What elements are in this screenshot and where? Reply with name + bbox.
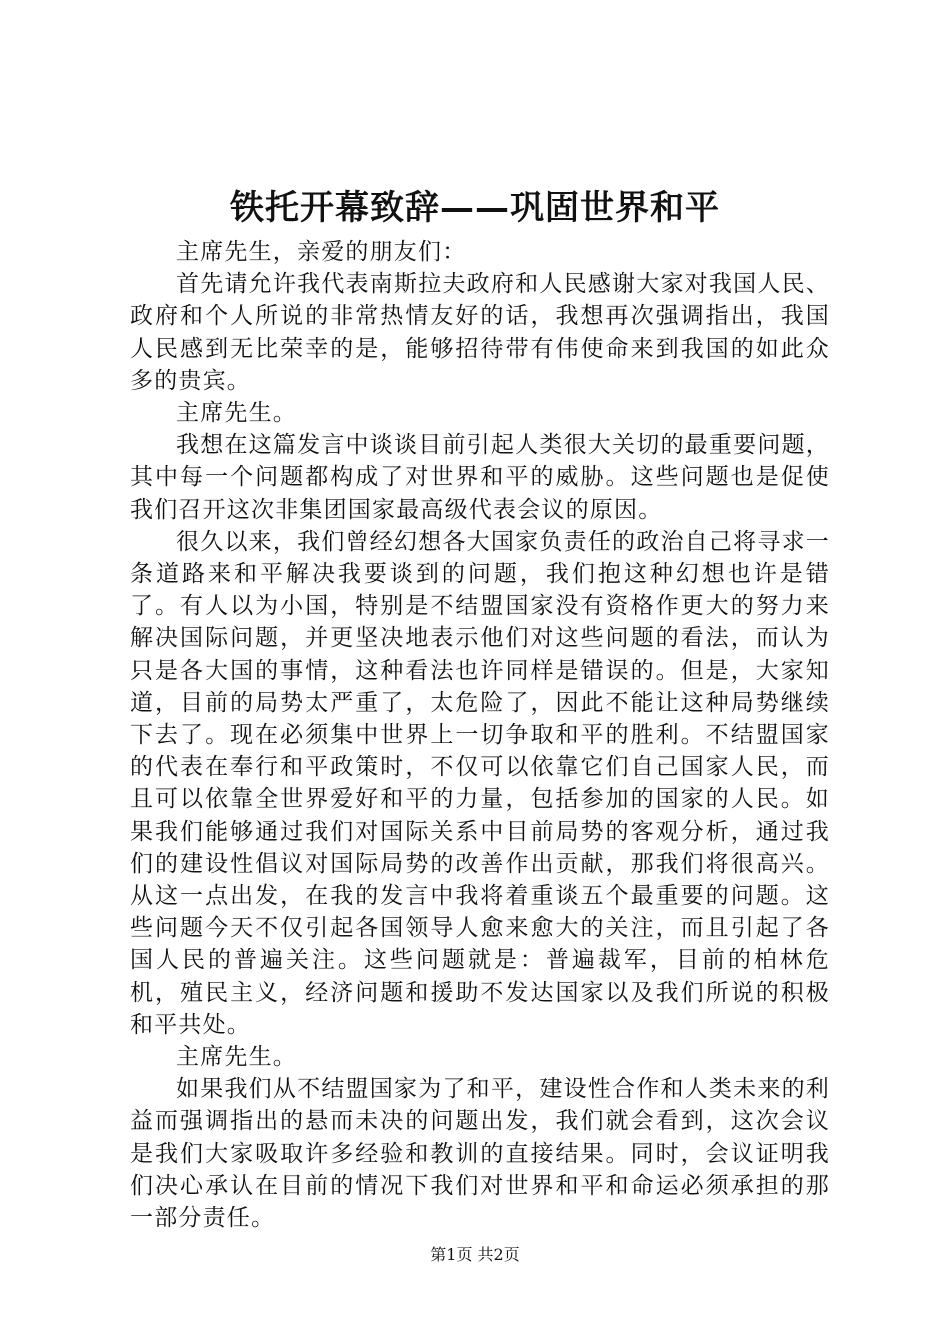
paragraph-address-chairman-2: 主席先生。 [176,1044,297,1071]
paragraph-address-chairman: 主席先生。 [176,400,297,427]
paragraph-issues-intro: 我想在这篇发言中谈谈目前引起人类很大关切的最重要问题，其中每一个问题都构成了对世界和平的威胁。这些问题也是促使我们召开这次非集团国家最高级代表会议的原因。 [130,432,830,523]
page-indicator: 第1页 共2页 [430,1245,520,1264]
paragraph-thanks: 首先请允许我代表南斯拉夫政府和人民感谢大家对我国人民、政府和个人所说的非常热情友好的话，我想再次强调指出，我国人民感到无比荣幸的是，能够招待带有伟使命来到我国的如此众多的贵宾。 [130,271,830,394]
paragraph-conference-result: 如果我们从不结盟国家为了和平，建设性合作和人类未来的利益而强调指出的悬而未决的问题出发，我们就会看到，这次会议是我们大家吸取许多经验和教训的直接结果。同时，会议证明我们决心承认在目前的情况下我们对世界和平和命运必须承担的那一部分责任。 [130,1076,830,1232]
paragraph-main-issues: 很久以来，我们曾经幻想各大国家负责任的政治自己将寻求一条道路来和平解决我要谈到的问题，我们抱这种幻想也许是错了。有人以为小国，特别是不结盟国家没有资格作更大的努力来解决国际问题，并更坚决地表示他们对这些问题的看法，而认为只是各大国的事情，这种看法也许同样是错误的。但是，大家知道，目前的局势太严重了，太危险了，因此不能让这种局势继续下去了。现在必须集中世界上一切争取和平的胜利。不结盟国家的代表在奉行和平政策时，不仅可以依靠它们自己国家人民，而且可以依靠全世界爱好和平的力量，包括参加的国家的人民。如果我们能够通过我们对国际关系中目前局势的客观分析，通过我们的建设性倡议对国际局势的改善作出贡献，那我们将很高兴。从这一点出发，在我的发言中我将着重谈五个最重要的问题。这些问题今天不仅引起各国领导人愈来愈大的关注，而且引起了各国人民的普遍关注。这些问题就是：普遍裁军，目前的柏林危机，殖民主义，经济问题和援助不发达国家以及我们所说的积极和平共处。 [130,528,830,1038]
paragraph-salutation: 主席先生，亲爱的朋友们： [176,239,467,265]
document-title: 铁托开幕致辞——巩固世界和平 [230,188,720,228]
document-body [130,236,830,1234]
